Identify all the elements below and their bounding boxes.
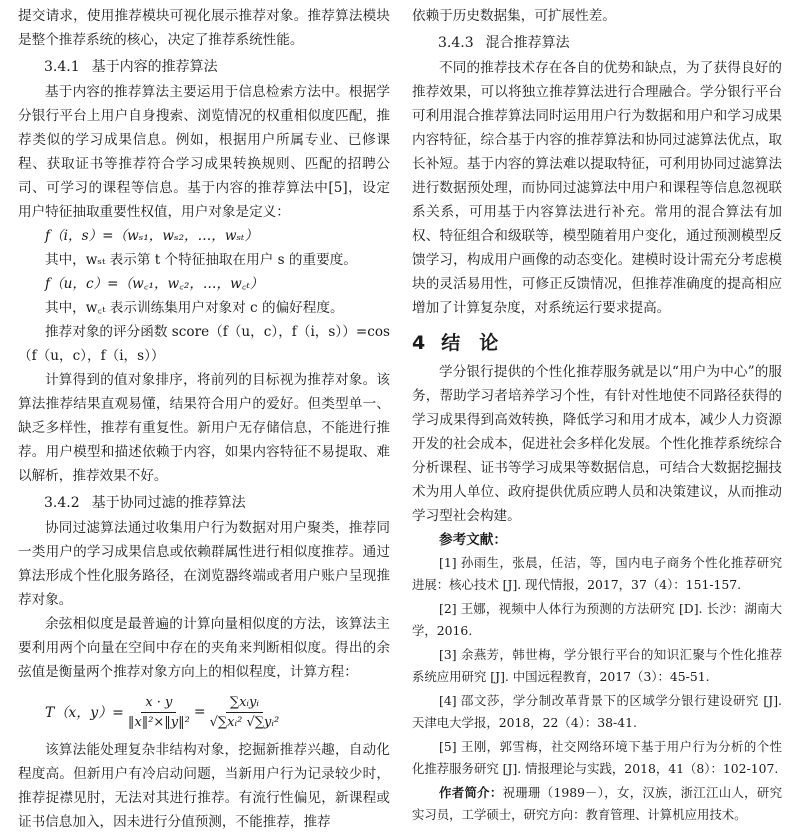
reference-item: [1] 孙雨生，张晨，任洁，等，国内电子商务个性化推荐研究进展：核心技术 [J]. 现代情报，2017，37（4）：151-157.: [412, 555, 782, 592]
section-number: 3.4.3: [438, 35, 474, 51]
reference-item: [2] 王娜，视频中人体行为预测的方法研究 [D]. 长沙：湖南大学，2016.: [412, 601, 782, 638]
left-column: [18, 4, 390, 834]
formula-user-feature: f（i，s）=（wₛ₁，wₛ₂，…，wₛₜ）: [45, 228, 258, 244]
paragraph: 基于内容的推荐算法主要运用于信息检索方法中。根据学分银行平台上用户自身搜索、浏览情况的权重相似度匹配，推荐类似的学习成果信息。例如，根据用户所属专业、已修课程、获取证书等推荐符合学习成果转换规则、匹配的招聘公司、可学习的课程等信息。基于内容的推荐算法中[5]，设定用户特征抽取重要性权值，用户对象是定义：: [18, 84, 390, 220]
formula-training-preference: f（u，c）=（w꜀₁，w꜀₂，…，w꜀ₜ）: [45, 276, 264, 292]
section-number: 3.4.2: [44, 495, 80, 511]
author-text: 祝珊珊（1989－），女，汉族，浙江江山人，研究实习员，工学硕士，研究方向：教育管理、计算机应用技术。: [412, 785, 783, 822]
section-title: 基于协同过滤的推荐算法: [91, 495, 246, 511]
cosine-equation: [45, 688, 390, 736]
reference-item: [4] 邵文莎，学分制改革背景下的区域学分银行建设研究 [J]. 天津电大学报，2018，22（4）：38-41.: [412, 693, 782, 730]
paragraph: 依赖于历史数据集，可扩展性差。: [412, 8, 616, 24]
paragraph: 该算法能处理复杂非结构对象，挖掘新推荐兴趣，自动化程度高。但新用户有冷启动问题，当新用户行为记录较少时，推荐捉襟见肘，无法对其进行推荐。有流行性偏见，新课程或证书信息加入，因未进行分值预测，不能推荐，推荐: [18, 742, 390, 830]
fraction-2: [210, 695, 280, 730]
section-title: 结 论: [441, 332, 499, 354]
paragraph: 其中，w꜀ₜ 表示训练集用户对象对 c 的偏好程度。: [45, 300, 344, 316]
fraction-1: [128, 695, 190, 730]
paragraph: 学分银行提供的个性化推荐服务就是以“用户为中心”的服务，帮助学习者培养学习个性，有针对性地使不同路径获得的学习成果得到高效转换，降低学习和用才成本，减少人力资源开发的社会成本，促进社会多样化发展。个性化推荐系统综合分析课程、证书等学习成果等数据信息，可结合大数据挖掘技术为用人单位、政府提供优质应聘人员和决策建议，从而推动学习型社会构建。: [412, 364, 782, 524]
section-heading-3-4-2: [44, 490, 390, 516]
reference-item: [5] 王刚，郭雪梅，社交网络环境下基于用户行为分析的个性化推荐服务研究 [J]. 情报理论与实践，2018，41（8）：102-107.: [412, 739, 782, 776]
paragraph: 余弦相似度是最普遍的计算向量相似度的方法，该算法主要利用两个向量在空间中存在的夹角来判断相似度。得出的余弦值是衡量两个推荐对象方向上的相似程度，计算方程：: [18, 616, 390, 680]
denominator: ‖x‖²×‖y‖²: [127, 714, 190, 730]
numerator: ∑xᵢyᵢ: [226, 695, 263, 713]
paragraph: 计算得到的值对象排序，将前列的目标视为推荐对象。该算法推荐结果直观易懂，结果符合用户的爱好。但类型单一、缺乏多样性，推荐有重复性。新用户无存储信息，不能进行推荐。用户模型和描述依赖于内容，如果内容特征不易提取、难以解析，推荐效果不好。: [18, 372, 390, 484]
section-heading-3-4-1: [44, 54, 390, 80]
paragraph: 不同的推荐技术存在各自的优势和缺点，为了获得良好的推荐效果，可以将独立推荐算法进行合理融合。学分银行平台可利用混合推荐算法同时运用用户行为数据和用户和学习成果内容特征，综合基于内容的推荐算法和协同过滤算法优点，取长补短。基于内容的算法难以提取特征，可利用协同过滤算法进行数据预处理，而协同过滤算法中用户和课程等信息忽视联系关系，可用基于内容算法进行补充。常用的混合算法有加权、特征组合和级联等，模型随着用户变化，通过预测模型反馈学习，构成用户画像的动态变化。建模时设计需充分考虑模块的灵活易用性，可修正反馈情况，但推荐准确度的提高相应增加了计算复杂度，对系统运行要求提高。: [412, 60, 782, 316]
paragraph: 协同过滤算法通过收集用户行为数据对用户聚类，推荐同一类用户的学习成果信息或依赖群属性进行相似度推荐。通过算法形成个性化服务路径，在浏览器终端或者用户账户呈现推荐对象。: [18, 520, 390, 608]
reference-item: [3] 余燕芳，韩世梅，学分银行平台的知识汇聚与个性化推荐系统应用研究 [J]. 中国远程教育，2017（3）：45-51.: [412, 647, 782, 684]
equals-sign: =: [193, 704, 206, 720]
section-number: 3.4.1: [44, 59, 80, 75]
numerator: x · y: [141, 695, 176, 713]
author-label: 作者简介：: [439, 785, 503, 800]
section-heading-4: [412, 328, 782, 358]
section-heading-3-4-3: [438, 30, 782, 56]
section-title: 混合推荐算法: [485, 35, 570, 51]
paragraph: 其中，wₛₜ 表示第 t 个特征抽取在用户 s 的重要度。: [45, 252, 357, 268]
references-heading: 参考文献：: [439, 532, 507, 548]
right-column: [412, 4, 782, 825]
section-number: 4: [412, 332, 426, 354]
denominator: √∑xᵢ² √∑yᵢ²: [209, 714, 280, 730]
author-bio: [412, 782, 782, 825]
score-function: 推荐对象的评分函数 score（f（u，c），f（i，s））=cos（f（u，c），f（i，s））: [18, 324, 390, 364]
section-title: 基于内容的推荐算法: [91, 59, 218, 75]
paragraph: 提交请求，使用推荐模块可视化展示推荐对象。推荐算法模块是整个推荐系统的核心，决定了推荐系统性能。: [18, 8, 390, 48]
equation-lhs: T（x，y）=: [45, 705, 124, 721]
